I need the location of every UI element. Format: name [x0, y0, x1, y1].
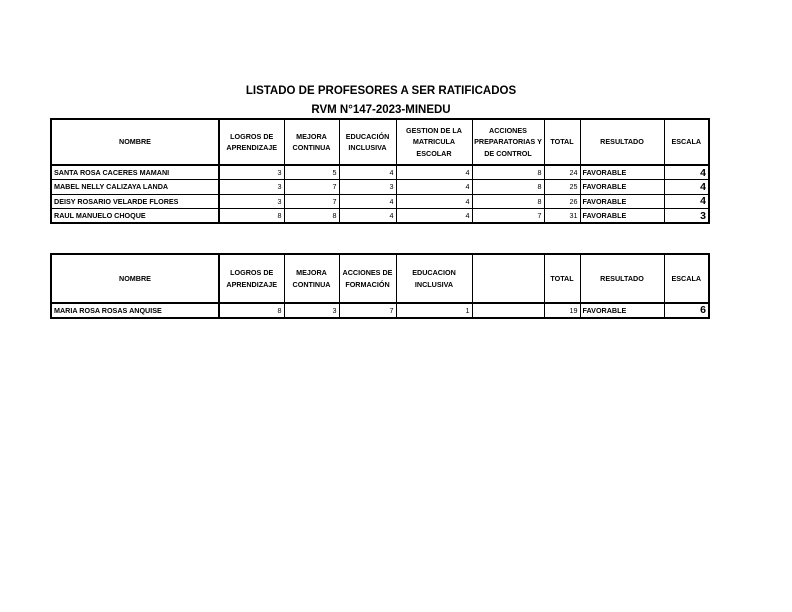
header-nombre: NOMBRE — [51, 119, 219, 165]
cell-resultado: FAVORABLE — [580, 194, 664, 209]
header-escala: ESCALA — [664, 119, 709, 165]
cell-gestion: 4 — [396, 180, 472, 195]
cell-gestion: 4 — [396, 165, 472, 180]
cell-nombre: RAUL MANUELO CHOQUE — [51, 209, 219, 224]
cell-gestion: 4 — [396, 209, 472, 224]
cell-resultado: FAVORABLE — [580, 303, 664, 318]
table-row — [51, 209, 709, 224]
cell-acciones: 8 — [472, 194, 544, 209]
cell-escala: 4 — [664, 165, 709, 180]
cell-resultado: FAVORABLE — [580, 165, 664, 180]
cell-acciones: 7 — [472, 209, 544, 224]
header-resultado: RESULTADO — [580, 119, 664, 165]
cell-logros: 3 — [219, 194, 284, 209]
cell-total: 19 — [544, 303, 580, 318]
table-row — [51, 194, 709, 209]
header-gestion: GESTION DE LA MATRICULA ESCOLAR — [396, 119, 472, 165]
header-acciones-formacion: ACCIONES DE FORMACIÓN — [339, 254, 396, 303]
cell-total: 31 — [544, 209, 580, 224]
cell-escala: 4 — [664, 180, 709, 195]
cell-logros: 8 — [219, 209, 284, 224]
cell-acciones-formacion: 7 — [339, 303, 396, 318]
cell-resultado: FAVORABLE — [580, 180, 664, 195]
cell-logros: 3 — [219, 165, 284, 180]
cell-mejora: 3 — [284, 303, 339, 318]
header-total: TOTAL — [544, 119, 580, 165]
header-educacion: EDUCACION INCLUSIVA — [396, 254, 472, 303]
cell-mejora: 7 — [284, 194, 339, 209]
cell-acciones: 8 — [472, 180, 544, 195]
cell-logros: 3 — [219, 180, 284, 195]
cell-escala: 6 — [664, 303, 709, 318]
table-row — [51, 165, 709, 180]
cell-nombre: MARIA ROSA ROSAS ANQUISE — [51, 303, 219, 318]
cell-escala: 3 — [664, 209, 709, 224]
cell-mejora: 5 — [284, 165, 339, 180]
document-subtitle: RVM N°147-2023-MINEDU — [311, 104, 451, 116]
cell-logros: 8 — [219, 303, 284, 318]
header-empty — [472, 254, 544, 303]
header-logros: LOGROS DE APRENDIZAJE — [219, 254, 284, 303]
table-row — [51, 180, 709, 195]
cell-nombre: SANTA ROSA CACERES MAMANI — [51, 165, 219, 180]
ratification-table-1 — [50, 118, 710, 224]
cell-total: 25 — [544, 180, 580, 195]
header-acciones: ACCIONES PREPARATORIAS Y DE CONTROL — [472, 119, 544, 165]
cell-educacion: 1 — [396, 303, 472, 318]
cell-empty — [472, 303, 544, 318]
cell-nombre: DEISY ROSARIO VELARDE FLORES — [51, 194, 219, 209]
cell-mejora: 8 — [284, 209, 339, 224]
header-mejora: MEJORA CONTINUA — [284, 119, 339, 165]
table-header-row — [51, 254, 709, 303]
table-header-row — [51, 119, 709, 165]
cell-resultado: FAVORABLE — [580, 209, 664, 224]
table-row — [51, 303, 709, 318]
ratification-table-2 — [50, 253, 710, 319]
cell-educacion: 4 — [339, 194, 396, 209]
cell-acciones: 8 — [472, 165, 544, 180]
document-title: LISTADO DE PROFESORES A SER RATIFICADOS — [245, 85, 517, 97]
cell-educacion: 4 — [339, 165, 396, 180]
header-total: TOTAL — [544, 254, 580, 303]
cell-escala: 4 — [664, 194, 709, 209]
cell-mejora: 7 — [284, 180, 339, 195]
cell-educacion: 3 — [339, 180, 396, 195]
cell-nombre: MABEL NELLY CALIZAYA LANDA — [51, 180, 219, 195]
header-escala: ESCALA — [664, 254, 709, 303]
header-nombre: NOMBRE — [51, 254, 219, 303]
cell-gestion: 4 — [396, 194, 472, 209]
cell-educacion: 4 — [339, 209, 396, 224]
header-resultado: RESULTADO — [580, 254, 664, 303]
header-mejora: MEJORA CONTINUA — [284, 254, 339, 303]
header-logros: LOGROS DE APRENDIZAJE — [219, 119, 284, 165]
cell-total: 24 — [544, 165, 580, 180]
cell-total: 26 — [544, 194, 580, 209]
header-educacion: EDUCACIÓN INCLUSIVA — [339, 119, 396, 165]
